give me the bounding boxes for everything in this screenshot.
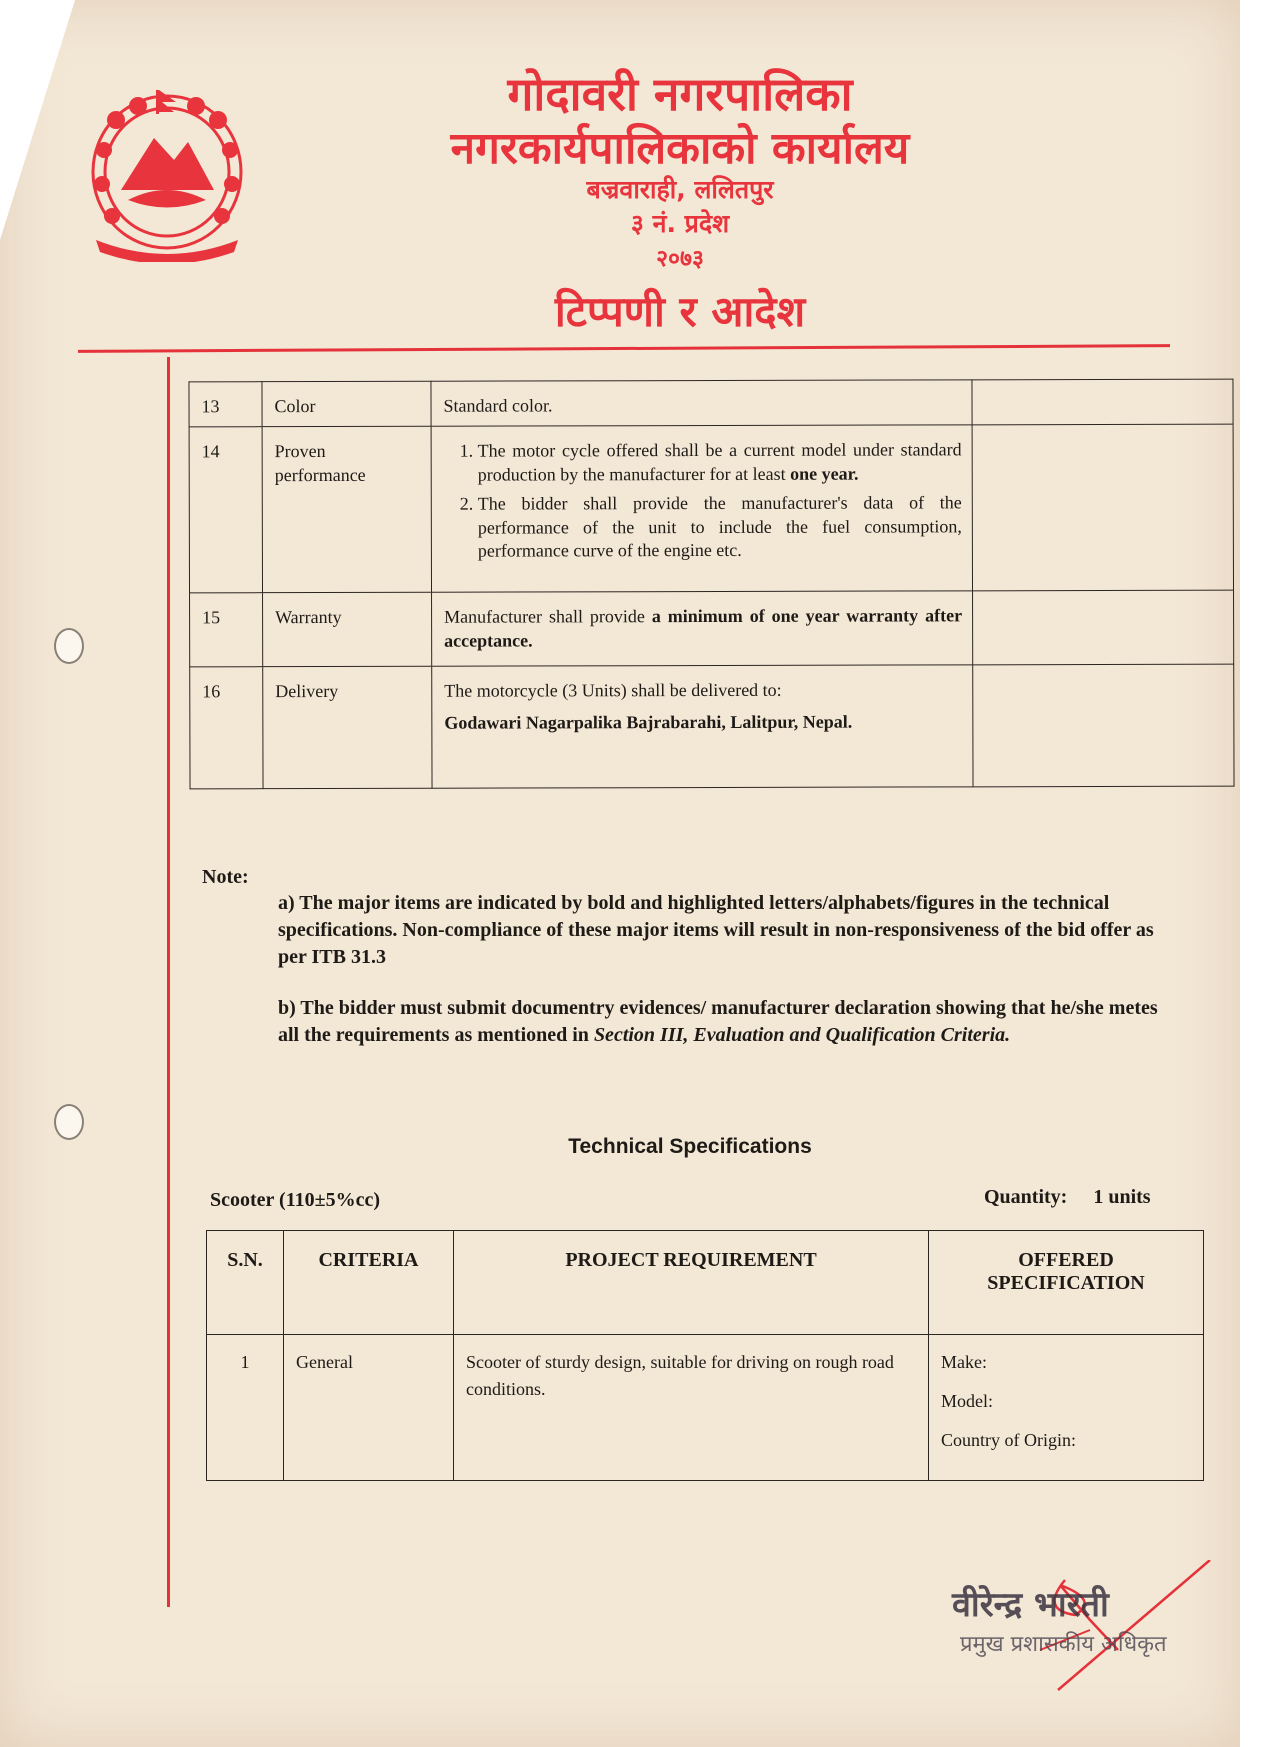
note-b: b) The bidder must submit documentry evidences/ manufacturer declaration showing that he/she metes all the requirements as mentioned in Section III, Evaluation and Qualification Criteria.: [278, 997, 1158, 1046]
row-requirement: Manufacturer shall provide a minimum of one year warranty after acceptance.: [432, 591, 973, 666]
offered-make: Make:: [941, 1352, 987, 1372]
stamp-title: प्रमुख प्रशासकीय अधिकृत: [960, 1632, 1167, 1657]
table-row: [189, 379, 1233, 427]
row-sn: 15: [190, 593, 263, 667]
spec-table: [206, 1230, 1204, 1481]
office-name: नगरकार्यपालिकाको कार्यालय: [450, 123, 910, 174]
row-blank: [972, 379, 1233, 425]
table-row: [189, 425, 1233, 594]
item-name: Scooter (110±5%cc): [210, 1189, 380, 1211]
header-offered: OFFERED SPECIFICATION: [929, 1231, 1204, 1335]
table-row: [207, 1335, 1204, 1481]
punch-hole: [54, 628, 84, 664]
province-line: ३ नं. प्रदेश: [630, 209, 730, 238]
note-a: a) The major items are indicated by bold and highlighted letters/alphabets/figures in the technical specifications. Non-compliance of these major items will result in non-responsiveness of the bid offer as per ITB 31.3: [278, 892, 1154, 968]
stamp-name: वीरेन्द्र भारती: [952, 1585, 1109, 1625]
row-item: Color: [262, 381, 431, 427]
row-blank: [973, 591, 1234, 666]
table-header-row: [207, 1231, 1204, 1335]
table-row: [190, 591, 1234, 668]
delivery-line: The motorcycle (3 Units) shall be delivered to:: [444, 680, 782, 702]
quantity: Quantity: 1 units: [984, 1186, 1151, 1208]
row-item: Proven performance: [262, 427, 431, 593]
table-row: [190, 665, 1234, 790]
tech-spec-title: Technical Specifications: [568, 1135, 812, 1158]
header-sn: S.N.: [207, 1231, 284, 1335]
offered-model: Model:: [941, 1391, 993, 1411]
row-requirement: Scooter of sturdy design, suitable for driving on rough road conditions.: [454, 1335, 929, 1481]
year-line: २०७३: [656, 246, 704, 272]
row-requirement: [432, 665, 973, 788]
letterhead-title: टिप्पणी र आदेश: [554, 287, 806, 336]
row-item: Warranty: [263, 593, 432, 667]
row-sn: 16: [190, 667, 263, 789]
delivery-address: Godawari Nagarpalika Bajrabarahi, Lalitpur, Nepal.: [444, 711, 853, 733]
row-requirement: [431, 425, 972, 592]
note-label: Note:: [202, 866, 249, 888]
requirements-table: [188, 379, 1234, 790]
margin-rule: [167, 357, 170, 1607]
row-sn: 1: [207, 1335, 284, 1481]
row-blank: [973, 665, 1234, 788]
row-criteria: General: [284, 1335, 454, 1481]
requirement-point: 1. The motor cycle offered shall be a current model under standard production by the manufacturer for at least one year.: [478, 439, 962, 487]
requirement-point: 2. The bidder shall provide the manufacturer's data of the performance of the unit to include the fuel consumption, performance curve of the engine etc.: [478, 492, 962, 563]
address-line: बज्रवाराही, ललितपुर: [586, 175, 774, 204]
punch-hole: [54, 1104, 84, 1140]
row-item: Delivery: [263, 667, 432, 789]
offered-country: Country of Origin:: [941, 1430, 1076, 1450]
row-sn: 13: [189, 382, 262, 428]
row-blank: [972, 425, 1233, 592]
municipality-name: गोदावरी नगरपालिका: [507, 67, 853, 121]
row-offered: [929, 1335, 1204, 1481]
header-criteria: CRITERIA: [284, 1231, 454, 1335]
header-requirement: PROJECT REQUIREMENT: [454, 1231, 929, 1335]
nepal-emblem-logo: [76, 80, 258, 262]
row-sn: 14: [189, 427, 262, 593]
row-requirement: Standard color.: [431, 380, 972, 427]
